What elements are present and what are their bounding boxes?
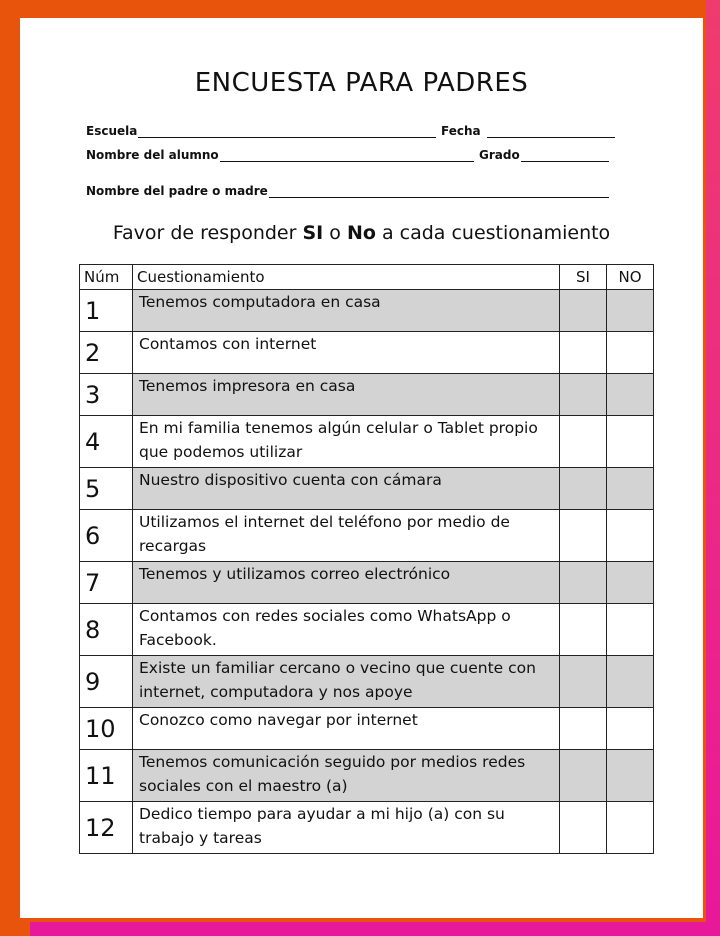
answer-no-box[interactable] <box>607 750 654 802</box>
escuela-line[interactable] <box>138 125 436 138</box>
answer-no-box[interactable] <box>607 290 654 332</box>
instructions <box>20 222 703 244</box>
row-question: Contamos con internet <box>133 332 560 374</box>
table-row <box>80 332 654 374</box>
row-number: 7 <box>80 562 133 604</box>
row-question: Existe un familiar cercano o vecino que cuente con internet, computadora y nos apoye <box>133 656 560 708</box>
answer-no-box[interactable] <box>607 604 654 656</box>
row-question: Conozco como navegar por internet <box>133 708 560 750</box>
table-row <box>80 604 654 656</box>
table-row <box>80 416 654 468</box>
escuela-label: Escuela <box>86 124 138 138</box>
instructions-no: No <box>346 222 376 244</box>
padre-line[interactable] <box>269 185 609 198</box>
answer-si-box[interactable] <box>560 332 607 374</box>
pink-border-bottom <box>30 922 720 936</box>
fecha-label: Fecha <box>441 124 481 138</box>
answer-si-box[interactable] <box>560 468 607 510</box>
answer-si-box[interactable] <box>560 656 607 708</box>
row-number: 12 <box>80 802 133 854</box>
answer-no-box[interactable] <box>607 416 654 468</box>
row-number: 6 <box>80 510 133 562</box>
page-title: ENCUESTA PARA PADRES <box>194 68 529 98</box>
pink-border-right <box>706 0 720 936</box>
answer-si-box[interactable] <box>560 510 607 562</box>
answer-si-box[interactable] <box>560 708 607 750</box>
row-question: Tenemos impresora en casa <box>133 374 560 416</box>
table-row <box>80 562 654 604</box>
row-number: 8 <box>80 604 133 656</box>
answer-si-box[interactable] <box>560 750 607 802</box>
table-row <box>80 750 654 802</box>
header-si: SI <box>560 265 607 290</box>
answer-si-box[interactable] <box>560 374 607 416</box>
answer-no-box[interactable] <box>607 374 654 416</box>
escuela-field[interactable] <box>86 124 436 138</box>
row-question: Tenemos computadora en casa <box>133 290 560 332</box>
answer-no-box[interactable] <box>607 708 654 750</box>
answer-no-box[interactable] <box>607 802 654 854</box>
table-row <box>80 802 654 854</box>
table-row <box>80 708 654 750</box>
row-number: 1 <box>80 290 133 332</box>
row-question: Utilizamos el internet del teléfono por medio de recargas <box>133 510 560 562</box>
header-num: Núm <box>80 265 133 290</box>
answer-no-box[interactable] <box>607 562 654 604</box>
row-question: Dedico tiempo para ayudar a mi hijo (a) con su trabajo y tareas <box>133 802 560 854</box>
instructions-si: SI <box>302 222 324 244</box>
survey-sheet <box>20 18 703 918</box>
alumno-field[interactable] <box>86 148 474 162</box>
table-row <box>80 656 654 708</box>
grado-field[interactable] <box>479 148 609 162</box>
table-row <box>80 468 654 510</box>
instructions-text: Favor de responder <box>112 222 303 244</box>
row-number: 11 <box>80 750 133 802</box>
row-question: En mi familia tenemos algún celular o Tablet propio que podemos utilizar <box>133 416 560 468</box>
answer-si-box[interactable] <box>560 802 607 854</box>
row-number: 3 <box>80 374 133 416</box>
answer-si-box[interactable] <box>560 562 607 604</box>
answer-no-box[interactable] <box>607 510 654 562</box>
row-question: Contamos con redes sociales como WhatsApp o Facebook. <box>133 604 560 656</box>
row-question: Tenemos y utilizamos correo electrónico <box>133 562 560 604</box>
table-row <box>80 510 654 562</box>
padre-field[interactable] <box>86 184 609 198</box>
grado-label: Grado <box>479 148 520 162</box>
row-number: 2 <box>80 332 133 374</box>
row-question: Nuestro dispositivo cuenta con cámara <box>133 468 560 510</box>
header-no: NO <box>607 265 654 290</box>
row-number: 5 <box>80 468 133 510</box>
table-row <box>80 374 654 416</box>
survey-table <box>79 264 654 854</box>
row-question: Tenemos comunicación seguido por medios redes sociales con el maestro (a) <box>133 750 560 802</box>
row-number: 10 <box>80 708 133 750</box>
table-row <box>80 290 654 332</box>
padre-label: Nombre del padre o madre <box>86 184 268 198</box>
header-question: Cuestionamiento <box>133 265 560 290</box>
fecha-field[interactable] <box>441 124 615 138</box>
answer-si-box[interactable] <box>560 416 607 468</box>
instructions-tail: a cada cuestionamiento <box>375 222 611 244</box>
alumno-label: Nombre del alumno <box>86 148 219 162</box>
answer-no-box[interactable] <box>607 468 654 510</box>
row-number: 4 <box>80 416 133 468</box>
answer-si-box[interactable] <box>560 290 607 332</box>
row-number: 9 <box>80 656 133 708</box>
alumno-line[interactable] <box>220 149 474 162</box>
answer-si-box[interactable] <box>560 604 607 656</box>
fecha-line[interactable] <box>487 125 615 138</box>
answer-no-box[interactable] <box>607 332 654 374</box>
grado-line[interactable] <box>521 149 609 162</box>
answer-no-box[interactable] <box>607 656 654 708</box>
instructions-connector: o <box>323 222 347 244</box>
table-header-row <box>80 265 654 290</box>
